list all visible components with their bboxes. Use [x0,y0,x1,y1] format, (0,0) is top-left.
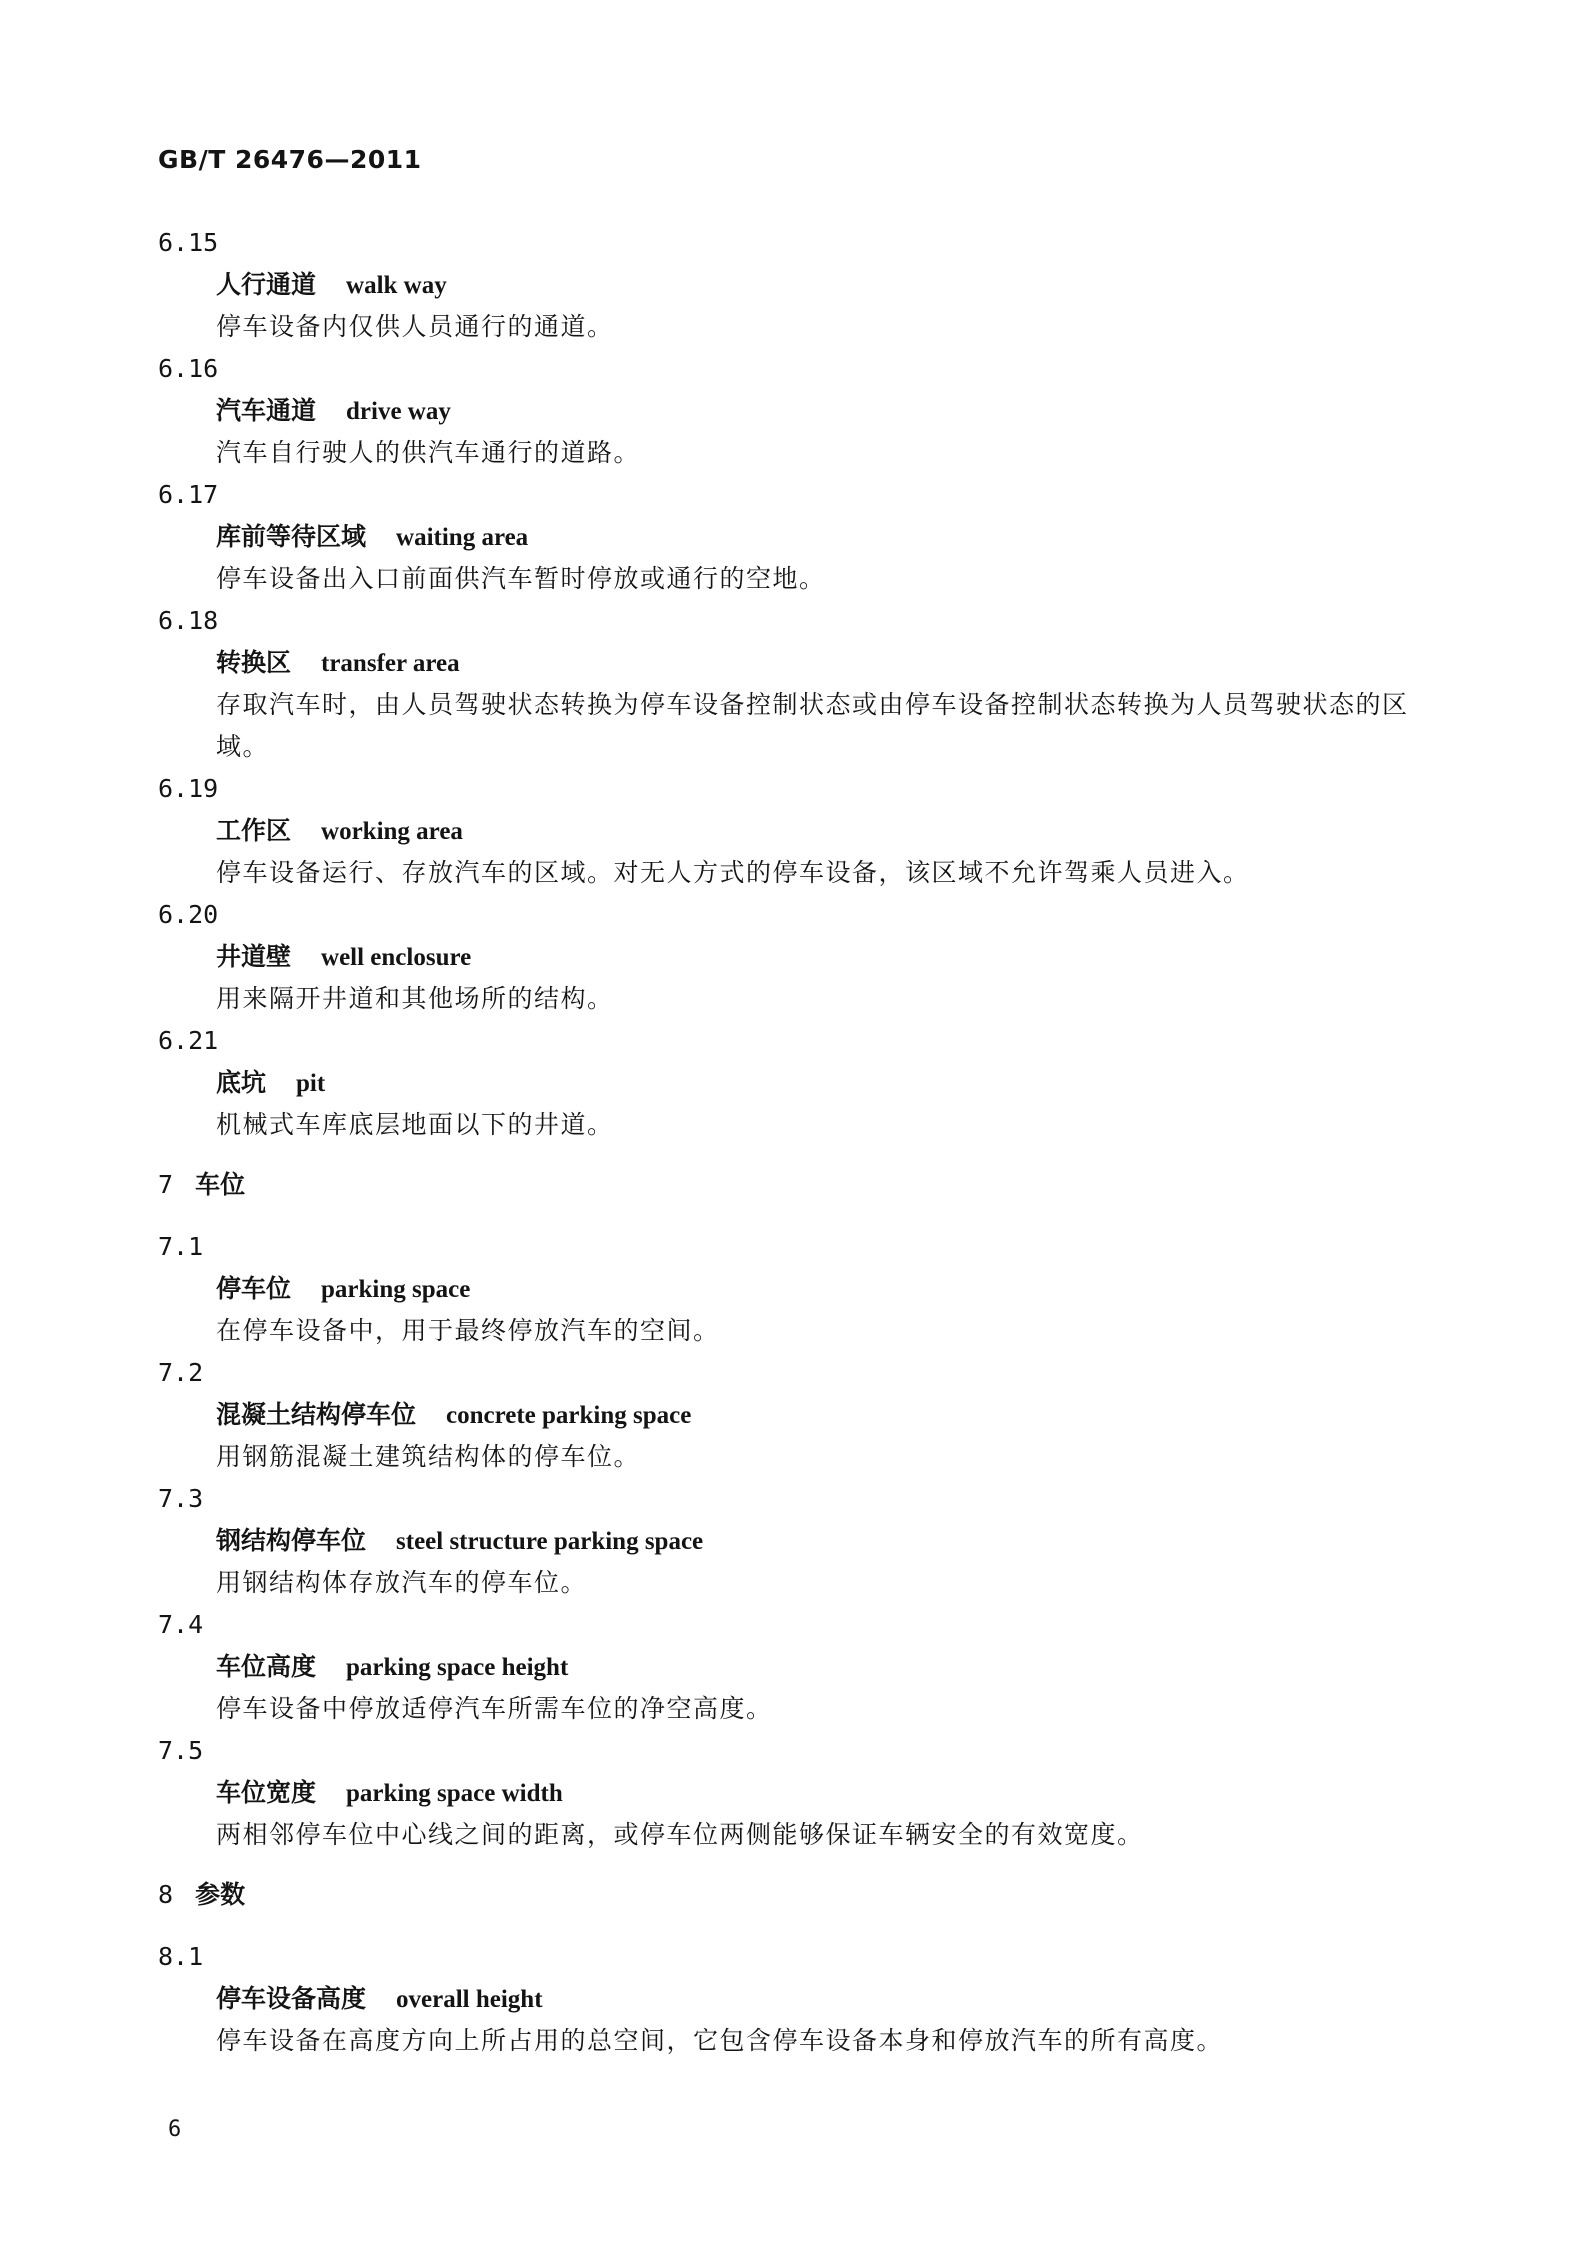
term-english: overall height [396,1986,543,2013]
term-line [158,810,1448,852]
term-entry [158,768,1448,894]
term-english: waiting area [396,524,529,551]
term-chinese: 混凝土结构停车位 [216,1400,417,1429]
term-english: steel structure parking space [396,1528,704,1555]
clause-group-6 [158,222,1448,1146]
term-line [158,516,1448,558]
term-definition: 用钢筋混凝土建筑结构体的停车位。 [216,1442,641,1471]
term-entry [158,894,1448,1020]
term-english: drive way [346,398,451,425]
clause-number: 7.1 [158,1232,204,1261]
term-english: well enclosure [321,944,472,971]
section-title: 参数 [195,1880,246,1909]
term-definition: 停车设备运行、存放汽车的区域。对无人方式的停车设备，该区域不允许驾乘人员进入。 [216,858,1250,887]
clause-number: 8.1 [158,1942,204,1971]
term-entry [158,1936,1448,2062]
clause-group-8 [158,1936,1448,2062]
term-english: parking space height [346,1654,569,1681]
term-entry [158,348,1448,474]
term-definition: 机械式车库底层地面以下的井道。 [216,1110,614,1139]
term-line [158,1268,1448,1310]
term-definition: 停车设备在高度方向上所占用的总空间，它包含停车设备本身和停放汽车的所有高度。 [216,2026,1224,2055]
term-chinese: 库前等待区域 [216,522,367,551]
page-number: 6 [168,2117,182,2142]
clause-number: 7.3 [158,1484,204,1513]
clause-number: 6.18 [158,606,219,635]
term-line [158,642,1448,684]
term-line [158,1520,1448,1562]
term-english: working area [321,818,463,845]
clause-number: 6.19 [158,774,219,803]
term-chinese: 停车设备高度 [216,1984,367,2013]
term-entry [158,222,1448,348]
term-entry [158,1226,1448,1352]
term-line [158,390,1448,432]
term-line [158,1646,1448,1688]
standard-code-header: GB/T 26476—2011 [158,145,422,174]
term-english: parking space [321,1276,471,1303]
term-line [158,264,1448,306]
term-english: walk way [346,272,447,299]
term-entry [158,600,1448,768]
term-line [158,936,1448,978]
clause-number: 7.4 [158,1610,204,1639]
clause-number: 6.20 [158,900,219,929]
term-english: parking space width [346,1780,563,1807]
term-entry [158,1730,1448,1856]
term-english: transfer area [321,650,460,677]
term-chinese: 汽车通道 [216,396,317,425]
term-definition: 停车设备出入口前面供汽车暂时停放或通行的空地。 [216,564,826,593]
term-definition: 汽车自行驶人的供汽车通行的道路。 [216,438,641,467]
document-body [158,222,1448,2062]
clause-number: 7.2 [158,1358,204,1387]
term-chinese: 工作区 [216,816,292,845]
clause-number: 7.5 [158,1736,204,1765]
section-heading-8 [158,1874,1448,1916]
term-line [158,1978,1448,2020]
term-definition: 存取汽车时，由人员驾驶状态转换为停车设备控制状态或由停车设备控制状态转换为人员驾驶状态的区域。 [216,690,1409,761]
term-english: pit [296,1070,326,1097]
clause-number: 6.15 [158,228,219,257]
term-definition: 两相邻停车位中心线之间的距离，或停车位两侧能够保证车辆安全的有效宽度。 [216,1820,1144,1849]
term-definition: 用来隔开井道和其他场所的结构。 [216,984,614,1013]
section-number: 7 [158,1170,174,1199]
term-definition: 在停车设备中，用于最终停放汽车的空间。 [216,1316,720,1345]
term-entry [158,1478,1448,1604]
term-entry [158,1604,1448,1730]
clause-group-7 [158,1226,1448,1856]
term-chinese: 井道壁 [216,942,292,971]
term-entry [158,474,1448,600]
term-chinese: 车位宽度 [216,1778,317,1807]
term-definition: 停车设备内仅供人员通行的通道。 [216,312,614,341]
term-chinese: 停车位 [216,1274,292,1303]
term-entry [158,1352,1448,1478]
term-chinese: 钢结构停车位 [216,1526,367,1555]
term-english: concrete parking space [446,1402,692,1429]
section-heading-7 [158,1164,1448,1206]
term-definition: 用钢结构体存放汽车的停车位。 [216,1568,588,1597]
term-definition: 停车设备中停放适停汽车所需车位的净空高度。 [216,1694,773,1723]
term-chinese: 底坑 [216,1068,267,1097]
section-title: 车位 [195,1170,246,1199]
term-line [158,1772,1448,1814]
term-chinese: 车位高度 [216,1652,317,1681]
term-chinese: 人行通道 [216,270,317,299]
term-chinese: 转换区 [216,648,292,677]
clause-number: 6.17 [158,480,219,509]
term-line [158,1394,1448,1436]
term-entry [158,1020,1448,1146]
clause-number: 6.21 [158,1026,219,1055]
term-line [158,1062,1448,1104]
clause-number: 6.16 [158,354,219,383]
section-number: 8 [158,1880,174,1909]
